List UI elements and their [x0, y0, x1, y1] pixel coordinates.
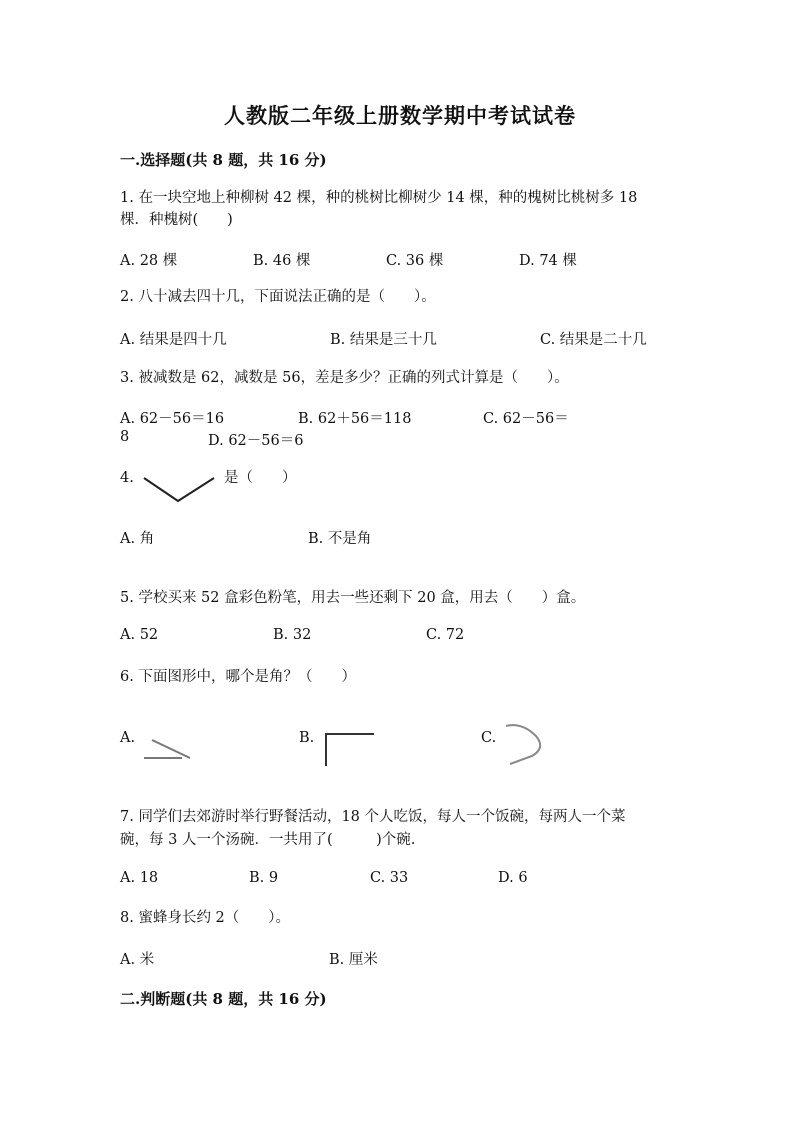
question-4-number: 4. — [120, 470, 134, 486]
q7-option-d[interactable]: D. 6 — [498, 870, 528, 886]
q5-option-a[interactable]: A. 52 — [120, 627, 159, 643]
question-2-text: 2. 八十减去四十几，下面说法正确的是（ ）。 — [120, 289, 436, 305]
q6-option-a[interactable]: A. — [120, 730, 136, 746]
q2-option-b[interactable]: B. 结果是三十几 — [330, 332, 437, 348]
question-1-line-1: 1. 在一块空地上种柳树 42 棵，种的桃树比柳树少 14 棵，种的槐树比桃树多 18 — [120, 190, 638, 206]
q6-figure-b — [320, 730, 380, 770]
question-6-text: 6. 下面图形中，哪个是角？（ ） — [120, 669, 356, 685]
question-7-line-1: 7. 同学们去郊游时举行野餐活动，18 个人吃饭，每人一个饭碗，每两人一个菜 — [120, 809, 626, 825]
page-title: 人教版二年级上册数学期中考试试卷 — [224, 103, 576, 128]
q4-angle-figure — [140, 470, 220, 510]
question-4-text: 是（ ） — [224, 470, 297, 486]
q4-option-b[interactable]: B. 不是角 — [308, 531, 372, 547]
q7-option-c[interactable]: C. 33 — [370, 870, 409, 886]
q3-option-a[interactable]: A. 62－56＝16 — [120, 411, 225, 427]
q3-option-c-continued: 8 — [120, 429, 130, 445]
q6-option-b[interactable]: B. — [299, 730, 315, 746]
question-7-line-2: 碗，每 3 人一个汤碗．一共用了( )个碗. — [120, 832, 416, 848]
q1-option-c[interactable]: C. 36 棵 — [386, 253, 444, 269]
q7-option-b[interactable]: B. 9 — [249, 870, 279, 886]
section-heading-choice: 一.选择题(共 8 题，共 16 分) — [120, 151, 327, 169]
question-1-line-2: 棵．种槐树( ) — [120, 212, 233, 228]
q3-option-d[interactable]: D. 62－56＝6 — [208, 433, 304, 449]
q4-option-a[interactable]: A. 角 — [120, 531, 155, 547]
question-3-text: 3. 被减数是 62，减数是 56，差是多少？正确的列式计算是（ ）。 — [120, 370, 569, 386]
q7-option-a[interactable]: A. 18 — [120, 870, 159, 886]
q3-option-c[interactable]: C. 62－56＝ — [483, 411, 569, 427]
q3-option-b[interactable]: B. 62＋56＝118 — [298, 411, 412, 427]
section-heading-true-false: 二.判断题(共 8 题，共 16 分) — [120, 990, 327, 1008]
q6-figure-a — [140, 732, 200, 762]
q1-option-b[interactable]: B. 46 棵 — [253, 253, 311, 269]
question-5-text: 5. 学校买来 52 盒彩色粉笔，用去一些还剩下 20 盒，用去（ ）盒。 — [120, 590, 586, 606]
q8-option-a[interactable]: A. 米 — [120, 952, 155, 968]
q2-option-c[interactable]: C. 结果是二十几 — [540, 332, 647, 348]
q5-option-b[interactable]: B. 32 — [273, 627, 312, 643]
question-8-text: 8. 蜜蜂身长约 2（ ）。 — [120, 910, 291, 926]
q5-option-c[interactable]: C. 72 — [426, 627, 465, 643]
q8-option-b[interactable]: B. 厘米 — [329, 952, 378, 968]
q6-option-c[interactable]: C. — [481, 730, 497, 746]
q6-figure-c — [500, 720, 550, 770]
q1-option-d[interactable]: D. 74 棵 — [519, 253, 577, 269]
q1-option-a[interactable]: A. 28 棵 — [120, 253, 178, 269]
q2-option-a[interactable]: A. 结果是四十几 — [120, 332, 227, 348]
